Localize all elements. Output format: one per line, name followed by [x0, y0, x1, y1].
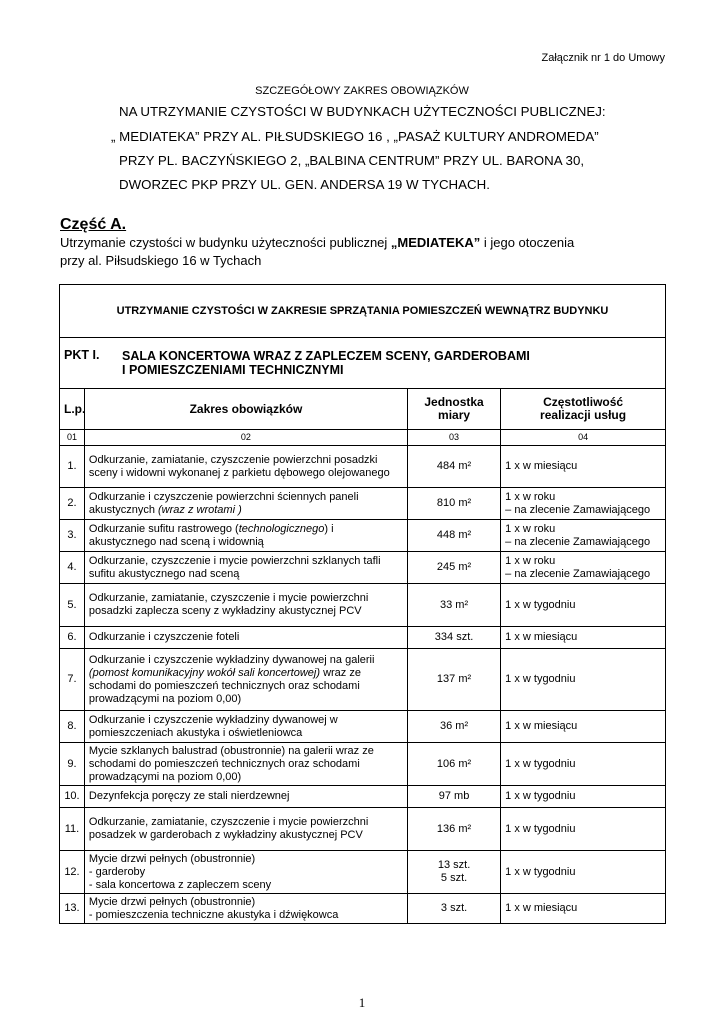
table-row	[60, 446, 666, 488]
table-banner: UTRZYMANIE CZYSTOŚCI W ZAKRESIE SPRZĄTANIA POMIESZCZEŃ WEWNĄTRZ BUDYNKU	[60, 285, 666, 338]
row-frequency: 1 x w tygodniu	[501, 808, 666, 851]
row-lp: 6.	[60, 627, 85, 649]
row-lp: 13.	[60, 894, 85, 924]
row-frequency: 1 x w miesiącu	[501, 711, 666, 743]
row-unit: 97 mb	[407, 786, 500, 808]
heading-line-1: NA UTRZYMANIE CZYSTOŚCI W BUDYNKACH UŻYTECZNOŚCI PUBLICZNEJ:	[119, 104, 606, 119]
table-banner-row	[60, 285, 666, 338]
table-row	[60, 488, 666, 520]
row-frequency: 1 x w tygodniu	[501, 851, 666, 894]
row-scope: Odkurzanie i czyszczenie powierzchni ściennych paneli akustycznych (wraz z wrotami )	[84, 488, 407, 520]
row-lp: 2.	[60, 488, 85, 520]
header-lp: L.p.	[60, 389, 85, 430]
table-row	[60, 520, 666, 552]
col-number: 03	[407, 430, 500, 446]
row-frequency: 1 x w miesiącu	[501, 627, 666, 649]
column-number-row	[60, 430, 666, 446]
row-unit: 136 m²	[407, 808, 500, 851]
row-lp: 4.	[60, 552, 85, 584]
row-frequency: 1 x w tygodniu	[501, 584, 666, 627]
heading-small: SZCZEGÓŁOWY ZAKRES OBOWIĄZKÓW	[255, 85, 469, 97]
row-scope: Odkurzanie i czyszczenie wykładziny dywanowej na galerii (pomost komunikacyjny wokół sali koncertowej) wraz ze schodami do pomieszczeń technicznych oraz schodami prowadzącymi na poziom 0,00)	[84, 649, 407, 711]
row-unit: 33 m²	[407, 584, 500, 627]
table-row	[60, 711, 666, 743]
row-frequency: 1 x w roku – na zlecenie Zamawiającego	[501, 488, 666, 520]
row-lp: 10.	[60, 786, 85, 808]
header-unit: Jednostka miary	[407, 389, 500, 430]
row-unit: 106 m²	[407, 743, 500, 786]
row-frequency: 1 x w miesiącu	[501, 446, 666, 488]
row-unit: 334 szt.	[407, 627, 500, 649]
row-unit: 245 m²	[407, 552, 500, 584]
row-unit: 3 szt.	[407, 894, 500, 924]
header-row	[60, 389, 666, 430]
heading-line-3: PRZY PL. BACZYŃSKIEGO 2, „BALBINA CENTRUM” PRZY UL. BARONA 30,	[119, 153, 585, 168]
row-lp: 1.	[60, 446, 85, 488]
scope-table	[59, 284, 666, 924]
table-row	[60, 552, 666, 584]
row-frequency: 1 x w tygodniu	[501, 743, 666, 786]
row-unit: 484 m²	[407, 446, 500, 488]
col-number: 04	[501, 430, 666, 446]
row-scope: Odkurzanie, zamiatanie, czyszczenie i mycie powierzchni posadzki zaplecza sceny z wykładziny akustycznej PCV	[84, 584, 407, 627]
table-row	[60, 649, 666, 711]
row-lp: 8.	[60, 711, 85, 743]
row-scope: Mycie szklanych balustrad (obustronnie) na galerii wraz ze schodami do pomieszczeń technicznych oraz schodami prowadzącymi na poziom 0,00)	[84, 743, 407, 786]
col-number: 01	[60, 430, 85, 446]
annex-label: Załącznik nr 1 do Umowy	[541, 52, 665, 64]
row-unit: 13 szt. 5 szt.	[407, 851, 500, 894]
row-scope: Odkurzanie, zamiatanie, czyszczenie i mycie powierzchni posadzek w garderobach z wykładziny akustycznej PCV	[84, 808, 407, 851]
heading-line-4: DWORZEC PKP PRZY UL. GEN. ANDERSA 19 W TYCHACH.	[119, 177, 490, 192]
section-title: PKT I. SALA KONCERTOWA WRAZ Z ZAPLECZEM SCENY, GARDEROBAMI I POMIESZCZENIAMI TECHNICZNYMI	[60, 338, 666, 389]
table-row	[60, 786, 666, 808]
part-title: Część A.	[60, 216, 127, 233]
row-frequency: 1 x w roku – na zlecenie Zamawiającego	[501, 552, 666, 584]
row-unit: 810 m²	[407, 488, 500, 520]
part-description: Utrzymanie czystości w budynku użyteczności publicznej „MEDIATEKA” i jego otoczenia przy al. Piłsudskiego 16 w Tychach	[60, 235, 575, 268]
row-scope: Odkurzanie sufitu rastrowego (technologicznego) i akustycznego nad sceną i widownią	[84, 520, 407, 552]
header-scope: Zakres obowiązków	[84, 389, 407, 430]
table-row	[60, 808, 666, 851]
row-lp: 9.	[60, 743, 85, 786]
row-scope: Odkurzanie, czyszczenie i mycie powierzchni szklanych tafli sufitu akustycznego nad sceną	[84, 552, 407, 584]
row-lp: 3.	[60, 520, 85, 552]
header-frequency: Częstotliwość realizacji usług	[501, 389, 666, 430]
row-scope: Odkurzanie i czyszczenie foteli	[84, 627, 407, 649]
row-frequency: 1 x w miesiącu	[501, 894, 666, 924]
row-lp: 11.	[60, 808, 85, 851]
row-scope: Mycie drzwi pełnych (obustronnie) - pomieszczenia techniczne akustyka i dźwiękowca	[84, 894, 407, 924]
row-unit: 137 m²	[407, 649, 500, 711]
table-row	[60, 894, 666, 924]
table-row	[60, 584, 666, 627]
row-scope: Dezynfekcja poręczy ze stali nierdzewnej	[84, 786, 407, 808]
heading-line-2: „ MEDIATEKA” PRZY AL. PIŁSUDSKIEGO 16 , „PASAŻ KULTURY ANDROMEDA”	[111, 129, 599, 144]
row-frequency: 1 x w roku – na zlecenie Zamawiającego	[501, 520, 666, 552]
row-scope: Odkurzanie, zamiatanie, czyszczenie powierzchni posadzki sceny i widowni wykonanej z parkietu dębowego olejowanego	[84, 446, 407, 488]
row-scope: Mycie drzwi pełnych (obustronnie) - garderoby - sala koncertowa z zapleczem sceny	[84, 851, 407, 894]
row-scope: Odkurzanie i czyszczenie wykładziny dywanowej w pomieszczeniach akustyka i oświetleniowca	[84, 711, 407, 743]
table-row	[60, 851, 666, 894]
table-row	[60, 743, 666, 786]
col-number: 02	[84, 430, 407, 446]
row-frequency: 1 x w tygodniu	[501, 786, 666, 808]
row-lp: 5.	[60, 584, 85, 627]
row-unit: 36 m²	[407, 711, 500, 743]
row-lp: 7.	[60, 649, 85, 711]
row-lp: 12.	[60, 851, 85, 894]
page-number: 1	[358, 995, 366, 1010]
table-row	[60, 627, 666, 649]
row-unit: 448 m²	[407, 520, 500, 552]
row-frequency: 1 x w tygodniu	[501, 649, 666, 711]
section-row	[60, 338, 666, 389]
